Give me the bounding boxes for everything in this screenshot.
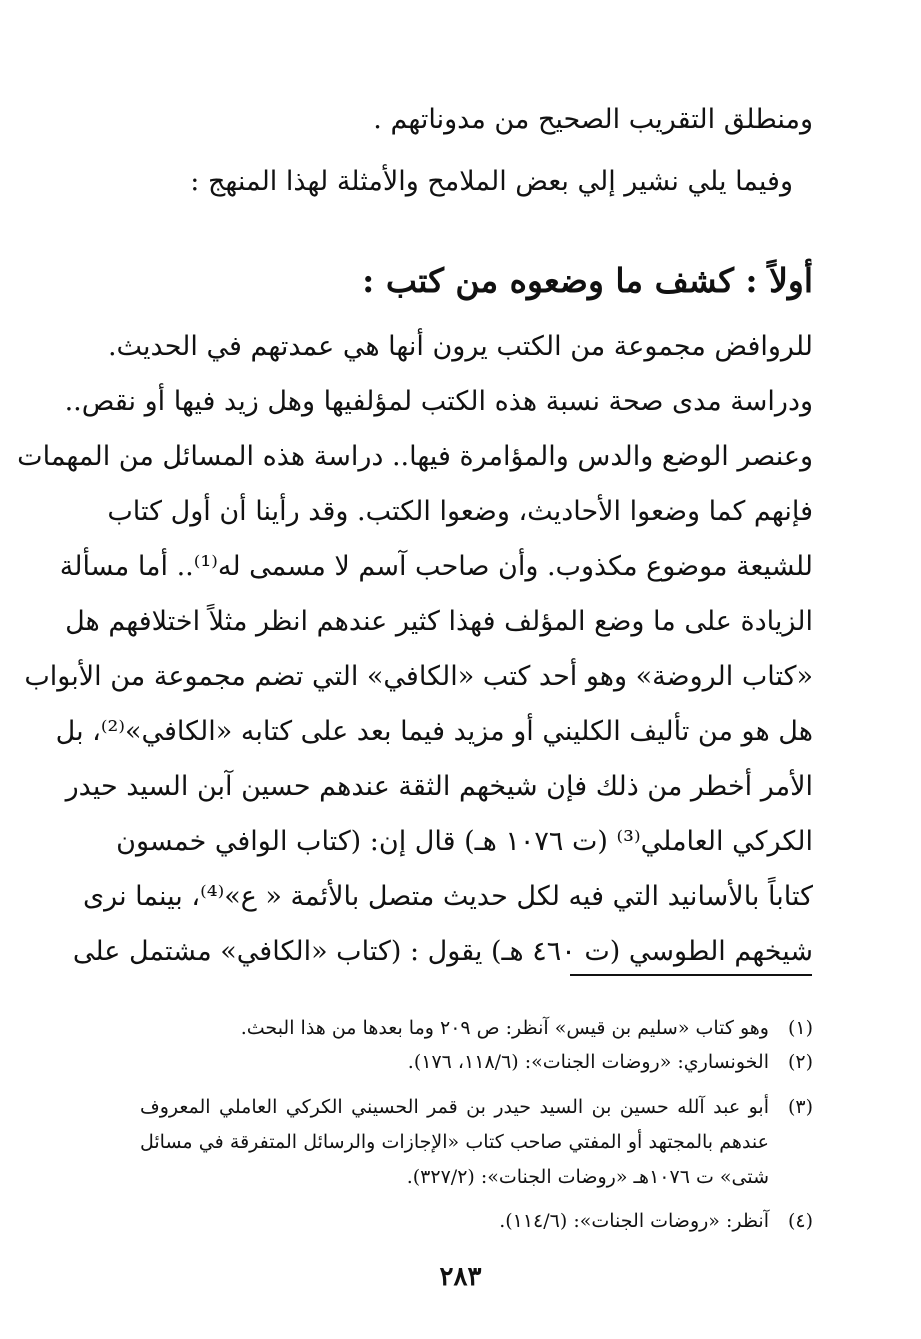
footnote-number: (٢): [787, 1051, 813, 1073]
body-line: للروافض مجموعة من الكتب يرون أنها هي عمدتهم في الحديث.: [107, 331, 813, 362]
footnote-3-continuation: شتى» ت ١٠٧٦هـ «روضات الجنات»: (٣٢٧/٢).: [406, 1166, 769, 1188]
footnote-number: (١): [787, 1017, 813, 1039]
body-line: وعنصر الوضع والدس والمؤامرة فيها.. دراسة هذه المسائل من المهمات: [17, 441, 813, 472]
footnote-separator: [570, 974, 812, 976]
footnote-text: أبو عبد آلله حسين بن السيد حيدر بن قمر الحسيني الكركي العاملي المعروف: [140, 1096, 769, 1118]
body-line: هل هو من تأليف الكليني أو مزيد فيما بعد على كتابه «الكافي»⁽²⁾، بل: [55, 716, 813, 747]
body-line: كتاباً بالأسانيد التي فيه لكل حديث متصل بالأئمة « ع»⁽⁴⁾، بينما نرى: [83, 881, 813, 912]
page-number: ٢٨٣: [439, 1262, 482, 1292]
body-line: الكركي العاملي⁽³⁾ (ت ١٠٧٦ هـ) قال إن: (كتاب الوافي خمسون: [116, 826, 813, 857]
section-heading: أولاً : كشف ما وضعوه من كتب :: [362, 261, 813, 300]
body-line: ودراسة مدى صحة نسبة هذه الكتب لمؤلفيها وهل زيد فيها أو نقص..: [64, 386, 813, 417]
body-line: فإنهم كما وضعوا الأحاديث، وضعوا الكتب. وقد رأينا أن أول كتاب: [107, 496, 813, 527]
footnote-number: (٤): [787, 1210, 813, 1232]
body-line: شيخهم الطوسي (ت ٤٦٠ هـ) يقول : (كتاب «الكافي» مشتمل على: [72, 936, 813, 967]
footnote-text: آنظر: «روضات الجنات»: (١١٤/٦).: [499, 1210, 769, 1232]
body-line: للشيعة موضوع مكذوب. وأن صاحب آسم لا مسمى له⁽¹⁾.. أما مسألة: [59, 551, 813, 582]
body-line: الأمر أخطر من ذلك فإن شيخهم الثقة عندهم حسين آبن السيد حيدر: [65, 771, 813, 802]
footnote-number: (٣): [787, 1096, 813, 1118]
body-line: «كتاب الروضة» وهو أحد كتب «الكافي» التي تضم مجموعة من الأبواب: [24, 661, 813, 692]
intro-line-1: ومنطلق التقريب الصحيح من مدوناتهم .: [373, 104, 813, 135]
footnote-3-continuation: عندهم بالمجتهد أو المفتي صاحب كتاب «الإجازات والرسائل المتفرقة في مسائل: [140, 1131, 769, 1153]
body-line: الزيادة على ما وضع المؤلف فهذا كثير عندهم انظر مثلاً اختلافهم هل: [65, 606, 813, 637]
intro-line-2: وفيما يلي نشير إلي بعض الملامح والأمثلة لهذا المنهج :: [190, 166, 793, 197]
footnote-text: وهو كتاب «سليم بن قيس» آنظر: ص ٢٠٩ وما بعدها من هذا البحث.: [240, 1017, 769, 1039]
footnote-text: الخونساري: «روضات الجنات»: (١١٨/٦، ١٧٦).: [407, 1051, 769, 1073]
